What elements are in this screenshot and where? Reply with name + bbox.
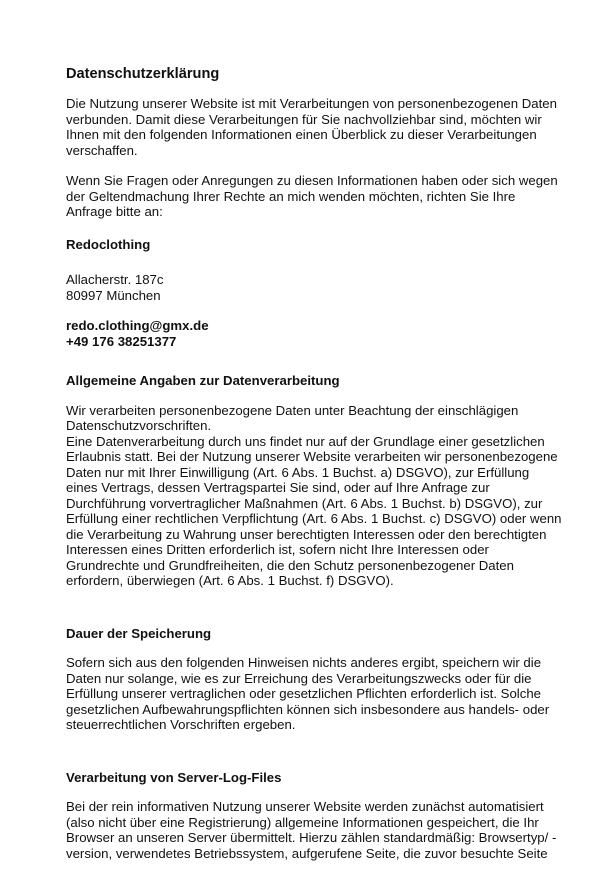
text-line: Durchführung vorvertraglicher Maßnahmen (Art. 6 Abs. 1 Buchst. b) DSGVO), zur [66,495,543,511]
text-line: Wenn Sie Fragen oder Anregungen zu diesen Informationen haben oder sich wegen [66,173,558,188]
text-line: Anfrage bitte an: [66,204,163,219]
section-heading-storage-duration: Dauer der Speicherung [66,625,212,641]
text-line: Browser an unseren Server übermittelt. Hierzu zählen standardmäßig: Browsertyp/ - [66,830,557,845]
contact-details [66,318,556,349]
address-city: 80997 München [66,287,161,303]
text-line: die Verarbeitung zu Wahrung unser berechtigten Interessen oder den berechtigten [66,526,547,542]
text-line: Wir verarbeiten personenbezogene Daten unter Beachtung der einschlägigen [66,402,519,418]
text-line: version, verwendetes Betriebssystem, aufgerufene Seite, die zuvor besuchte Seite [66,845,548,861]
text-line: Datenschutzvorschriften. [66,418,212,433]
text-line: steuerrechtlichen Vorschriften ergeben. [66,717,296,732]
section-heading-server-log-files: Verarbeitung von Server-Log-Files [66,769,282,785]
text-line: Die Nutzung unserer Website ist mit Verarbeitungen von personenbezogenen Daten [66,96,557,111]
text-line: Daten nur solange, wie es zur Erreichung des Verarbeitungszwecks oder für die [66,670,532,686]
text-line: Eine Datenverarbeitung durch uns findet nur auf der Grundlage einer gesetzlichen [66,433,545,449]
text-line: verbunden. Damit diese Verarbeitungen für Sie nachvollziehbar sind, möchten wir [66,111,542,127]
intro-paragraph-1 [66,96,556,158]
postal-address [66,272,556,303]
text-line: verschaffen. [66,142,138,158]
text-line: Bei der rein informativen Nutzung unserer Website werden zunächst automatisiert [66,799,544,814]
contact-email: redo.clothing@gmx.de [66,318,209,333]
address-street: Allacherstr. 187c [66,272,164,287]
text-line: Sofern sich aus den folgenden Hinweisen nichts anderes ergibt, speichern wir die [66,655,542,670]
section-spacer [66,604,556,626]
section-body-server-log-files [66,799,556,861]
section-heading-general: Allgemeine Angaben zur Datenverarbeitung [66,373,340,388]
document-content [66,66,562,876]
text-line: Erfüllung einer rechtlichen Verpflichtung (Art. 6 Abs. 1 Buchst. c) DSGVO) oder wenn [66,511,562,526]
text-line: Grundrechte und Grundfreiheiten, die den Schutz personenbezogener Daten [66,557,514,573]
company-name: Redoclothing [66,236,151,252]
document-title: Datenschutzerklärung [66,66,220,82]
text-line: gesetzlichen Aufbewahrungspflichten können sich insbesondere aus handels- oder [66,701,550,717]
text-line: Erlaubnis statt. Bei der Nutzung unserer Website verarbeiten wir personenbezogene [66,449,558,464]
text-line: der Geltendmachung Ihrer Rechte an mich wenden möchten, richten Sie Ihre [66,188,516,204]
intro-paragraph-2 [66,173,556,220]
text-line: Interessen eines Dritten erforderlich ist, sofern nicht Ihre Interessen oder [66,542,489,557]
text-line: erfordern, überwiegen (Art. 6 Abs. 1 Buchst. f) DSGVO). [66,573,394,588]
section-spacer [66,748,556,770]
text-line: Erfüllung unserer vertraglichen oder gesetzlichen Pflichten erforderlich ist. Solche [66,686,541,701]
contact-phone: +49 176 38251377 [66,333,177,349]
section-body-storage-duration [66,655,556,733]
text-line: (also nicht über eine Registrierung) allgemeine Informationen gespeichert, die Ihr [66,814,539,830]
section-body-general [66,402,562,589]
text-line: Ihnen mit den folgenden Informationen einen Überblick zu dieser Verarbeitungen [66,127,537,142]
text-line: Daten nur mit Ihrer Einwilligung (Art. 6 Abs. 1 Buchst. a) DSGVO), zur Erfüllung [66,464,530,480]
text-line: eines Vertrags, dessen Vertragspartei Sie sind, oder auf Ihre Anfrage zur [66,480,490,495]
